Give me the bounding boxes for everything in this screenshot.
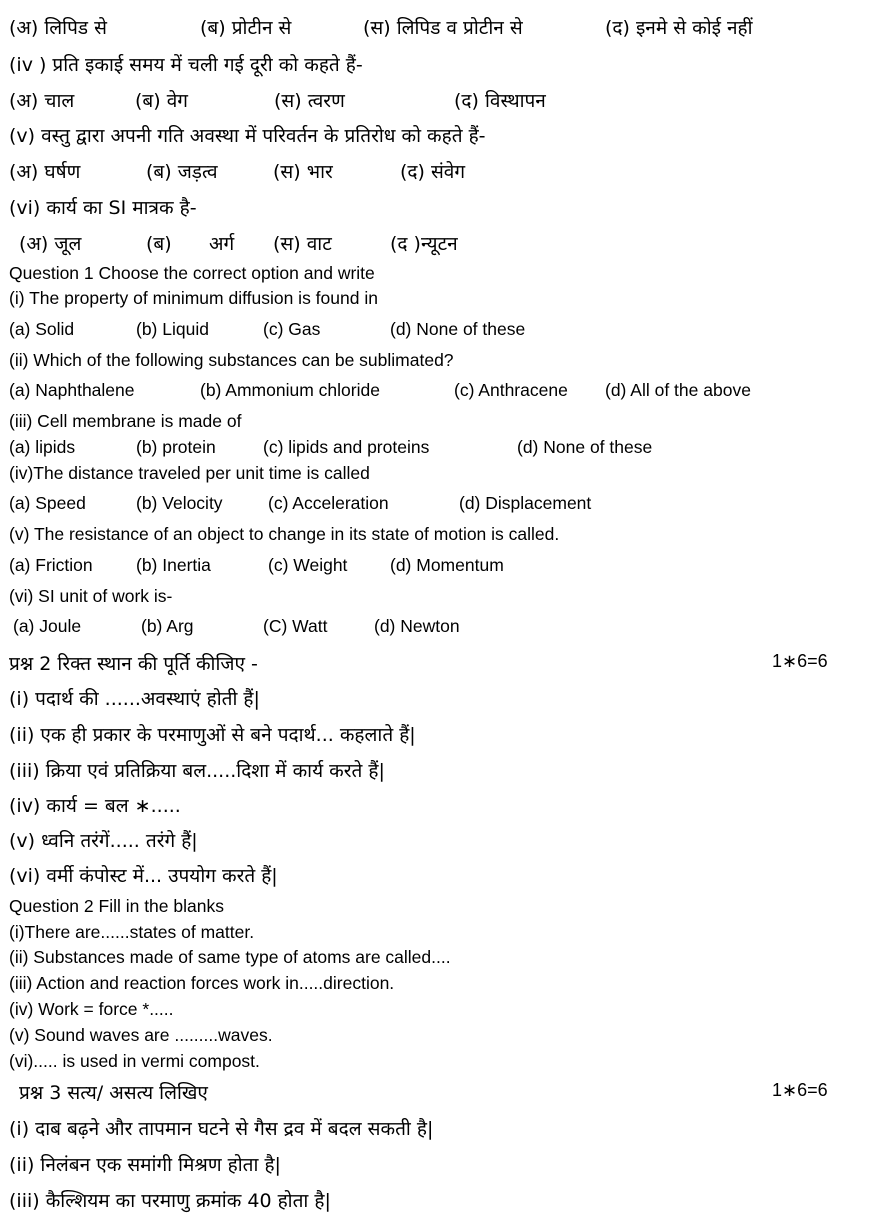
- option-c: (स) भार: [273, 161, 333, 183]
- option-a: (अ) चाल: [9, 90, 75, 112]
- option-c: (c) Acceleration: [268, 493, 389, 513]
- english-q1-ii: (ii) Which of the following substances can be sublimated?: [9, 350, 454, 370]
- option-b: (ब) वेग: [135, 90, 188, 112]
- hindi-q2-heading: प्रश्न 2 रिक्त स्थान की पूर्ति कीजिए -: [9, 653, 258, 675]
- option-d: (d) None of these: [390, 319, 526, 339]
- option-d: (d) Displacement: [459, 493, 592, 513]
- hindi-q3-item: (iii) कैल्शियम का परमाणु क्रमांक 40 होता है|: [9, 1190, 331, 1212]
- option-c: (c) Weight: [268, 555, 348, 575]
- option-b: (b) Liquid: [136, 319, 209, 339]
- option-c: (स) लिपिड व प्रोटीन से: [363, 17, 523, 39]
- option-b: (ब) जड़त्व: [146, 161, 218, 183]
- english-q2-item: (iii) Action and reaction forces work in.....direction.: [9, 973, 395, 993]
- hindi-q2-item: (iv) कार्य = बल ∗.....: [9, 795, 181, 817]
- option-b-text: अर्ग: [209, 233, 235, 255]
- hindi-q3-item: (ii) निलंबन एक समांगी मिश्रण होता है|: [9, 1154, 281, 1176]
- hindi-q3-item: (i) दाब बढ़ने और तापमान घटने से गैस द्रव में बदल सकती है|: [9, 1118, 434, 1140]
- option-d: (d) Momentum: [390, 555, 504, 575]
- english-q2-item: (v) Sound waves are .........waves.: [9, 1025, 273, 1045]
- hindi-q3-heading: प्रश्न 3 सत्य/ असत्य लिखिए: [19, 1082, 208, 1104]
- english-q2-item: (i)There are......states of matter.: [9, 922, 255, 942]
- option-b: (b) Velocity: [136, 493, 223, 513]
- option-a: (a) Solid: [9, 319, 75, 339]
- hindi-q2-item: (vi) वर्मी कंपोस्ट में... उपयोग करते हैं|: [9, 865, 278, 887]
- option-a: (a) Friction: [9, 555, 93, 575]
- option-d: (d) All of the above: [605, 380, 751, 400]
- option-d: (द) इनमे से कोई नहीं: [605, 17, 753, 39]
- option-c: (c) lipids and proteins: [263, 437, 430, 457]
- english-q2-item: (iv) Work = force *.....: [9, 999, 174, 1019]
- hindi-q1-iv: (iv ) प्रति इकाई समय में चली गई दूरी को कहते हैं-: [9, 54, 363, 76]
- option-b: (ब): [146, 233, 172, 255]
- option-a: (a) Joule: [13, 616, 82, 636]
- hindi-q3-marks: 1∗6=6: [772, 1080, 828, 1100]
- option-b: (ब) प्रोटीन से: [200, 17, 292, 39]
- option-b: (b) Ammonium chloride: [200, 380, 380, 400]
- english-q1-v: (v) The resistance of an object to change in its state of motion is called.: [9, 524, 560, 544]
- english-q1-iv: (iv)The distance traveled per unit time is called: [9, 463, 370, 483]
- option-a: (अ) जूल: [19, 233, 82, 255]
- english-q2-item: (vi)..... is used in vermi compost.: [9, 1051, 260, 1071]
- option-d: (द) विस्थापन: [454, 90, 546, 112]
- hindi-q2-item: (ii) एक ही प्रकार के परमाणुओं से बने पदार्थ... कहलाते हैं|: [9, 724, 416, 746]
- option-a: (a) lipids: [9, 437, 76, 457]
- option-d: (d) Newton: [374, 616, 460, 636]
- option-a: (अ) घर्षण: [9, 161, 81, 183]
- option-a: (a) Speed: [9, 493, 86, 513]
- hindi-q2-item: (iii) क्रिया एवं प्रतिक्रिया बल.....दिशा में कार्य करते हैं|: [9, 760, 385, 782]
- option-c: (स) त्वरण: [274, 90, 345, 112]
- option-d: (द) संवेग: [400, 161, 466, 183]
- hindi-q2-item: (i) पदार्थ की ......अवस्थाएं होती हैं|: [9, 688, 260, 710]
- english-q2-heading: Question 2 Fill in the blanks: [9, 896, 224, 916]
- option-d: (द )न्यूटन: [390, 233, 458, 255]
- english-q1-vi: (vi) SI unit of work is-: [9, 586, 173, 606]
- english-q1-iii: (iii) Cell membrane is made of: [9, 411, 242, 431]
- option-c: (स) वाट: [273, 233, 332, 255]
- option-c: (C) Watt: [263, 616, 328, 636]
- option-b: (b) Arg: [141, 616, 194, 636]
- option-b: (b) protein: [136, 437, 216, 457]
- hindi-q2-item: (v) ध्वनि तरंगें..... तरंगे हैं|: [9, 830, 198, 852]
- hindi-q1-v: (v) वस्तु द्वारा अपनी गति अवस्था में परिवर्तन के प्रतिरोध को कहते हैं-: [9, 125, 486, 147]
- hindi-q1-vi: (vi) कार्य का SI मात्रक है-: [9, 197, 197, 219]
- option-c: (c) Gas: [263, 319, 321, 339]
- option-c: (c) Anthracene: [454, 380, 568, 400]
- option-d: (d) None of these: [517, 437, 653, 457]
- english-q1-i: (i) The property of minimum diffusion is found in: [9, 288, 378, 308]
- option-a: (अ) लिपिड से: [9, 17, 107, 39]
- option-a: (a) Naphthalene: [9, 380, 135, 400]
- english-q1-heading: Question 1 Choose the correct option and write: [9, 263, 375, 283]
- english-q2-item: (ii) Substances made of same type of atoms are called....: [9, 947, 451, 967]
- option-b: (b) Inertia: [136, 555, 211, 575]
- hindi-q2-marks: 1∗6=6: [772, 651, 828, 671]
